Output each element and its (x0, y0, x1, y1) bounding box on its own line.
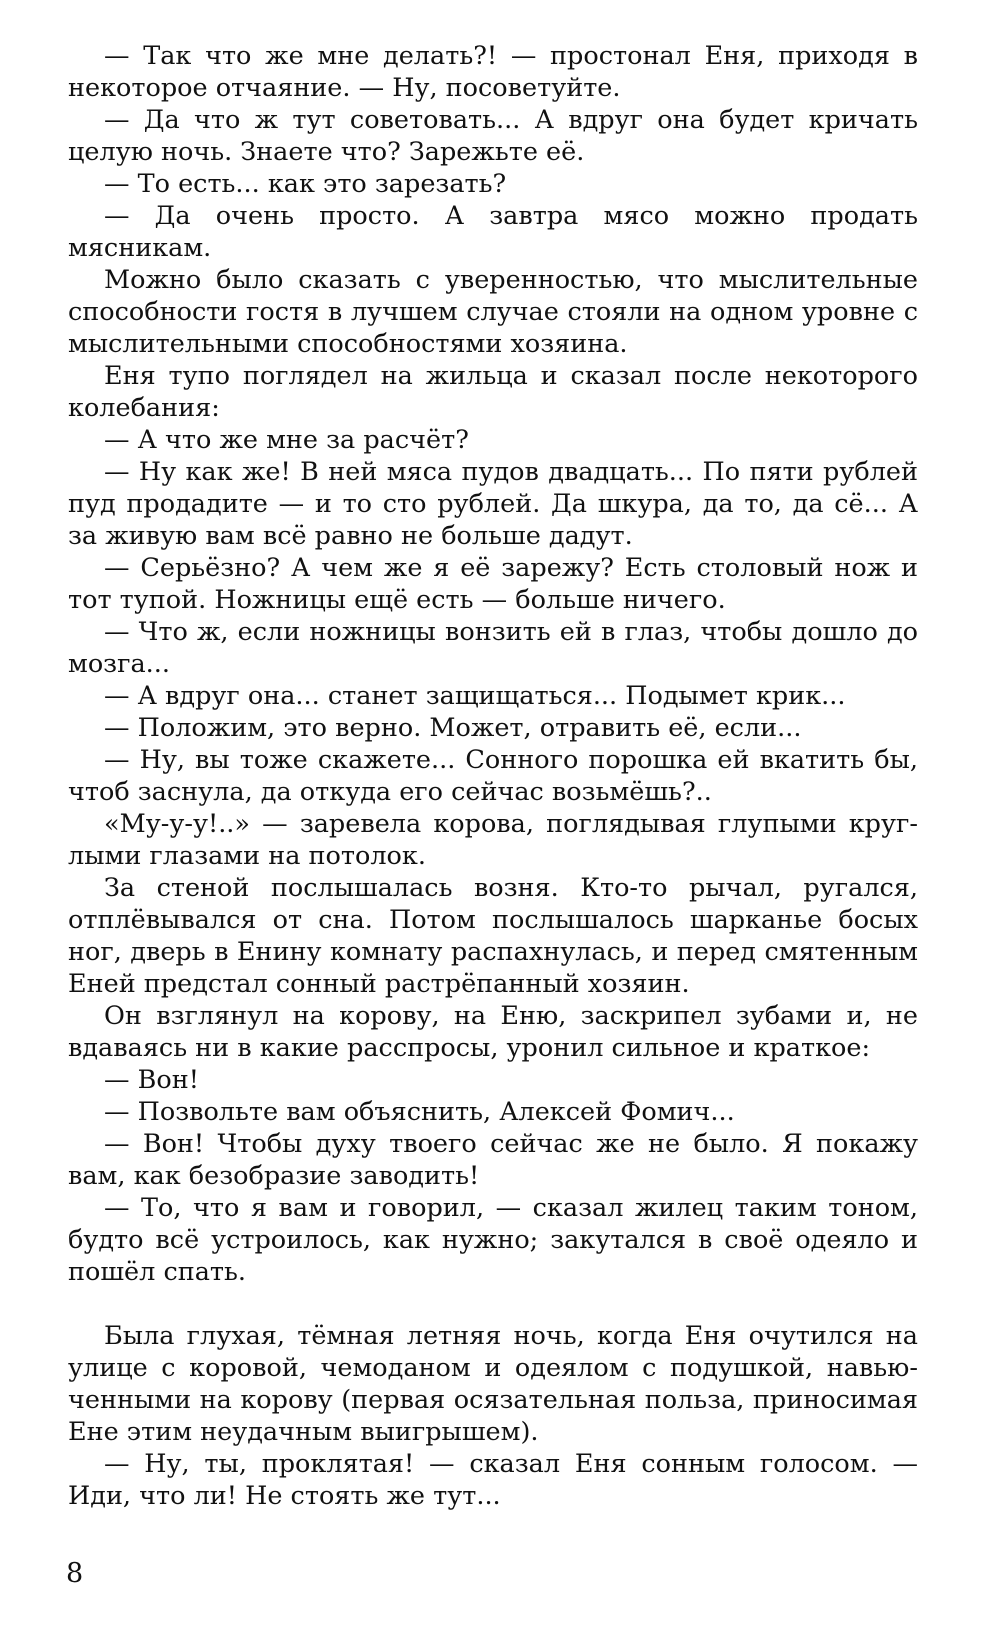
paragraph: — Вон! Чтобы духу твоего сейчас же не было. Я покажу вам, как безобразие заводить! (68, 1129, 918, 1191)
page-number: 8 (66, 1558, 84, 1589)
paragraph: — Ну, вы тоже скажете... Сонного порошка ей вкатить бы, чтоб заснула, да откуда его сейчас возьмёшь?.. (68, 745, 918, 807)
paragraph: — Да что ж тут советовать... А вдруг она будет кричать целую ночь. Знаете что? Зарежьте её. (68, 105, 918, 167)
paragraph: — То, что я вам и говорил, — сказал жилец таким тоном, будто всё устроилось, как нужно; закутался в своё одеяло и пошёл спать. (68, 1193, 918, 1287)
paragraph: — Положим, это верно. Может, отравить её, если... (104, 713, 802, 743)
paragraph: — Ну как же! В ней мяса пудов двадцать... По пяти рублей пуд продадите — и то сто рублей. Да шкура, да то, да сё... А за живую вам всё равно не больше дадут. (68, 457, 918, 551)
paragraph: Можно было сказать с уверенностью, что мыслительные способности гостя в лучшем случае стояли на одном уровне с мыслительными способностями хозяина. (68, 265, 918, 359)
paragraph: «Му-у-у!..» — заревела корова, поглядывая глупыми круглыми глазами на потолок. (68, 809, 918, 871)
body-text (68, 40, 918, 1512)
paragraph: Была глухая, тёмная летняя ночь, когда Еня очутился на улице с коровой, чемоданом и одеялом с подушкой, навьюченными на корову (первая осязательная польза, приносимая Ене этим неудачным выигрышем). (68, 1321, 918, 1447)
paragraph: За стеной послышалась возня. Кто-то рычал, ругался, отплёвывался от сна. Потом послышалось шарканье босых ног, дверь в Енину комнату распахнулась, и перед смятенным Еней предстал сонный растрёпанный хозяин. (68, 873, 918, 999)
paragraph: — Серьёзно? А чем же я её зарежу? Есть столовый нож и тот тупой. Ножницы ещё есть — больше ничего. (68, 553, 918, 615)
paragraph: — Да очень просто. А завтра мясо можно продать мясникам. (68, 201, 918, 263)
paragraph: — А что же мне за расчёт? (104, 425, 469, 455)
paragraph: — Позвольте вам объяснить, Алексей Фомич... (104, 1097, 735, 1127)
paragraph: — А вдруг она... станет защищаться... Подымет крик... (104, 681, 846, 711)
paragraph: Он взглянул на корову, на Еню, заскрипел зубами и, не вдаваясь ни в какие расспросы, уронил сильное и краткое: (68, 1001, 918, 1063)
paragraph: — То есть... как это зарезать? (104, 169, 507, 199)
paragraph: — Ну, ты, проклятая! — сказал Еня сонным голосом. — Иди, что ли! Не стоять же тут... (68, 1449, 918, 1511)
paragraph: Еня тупо поглядел на жильца и сказал после некоторого колебания: (68, 361, 918, 423)
paragraph: — Так что же мне делать?! — простонал Еня, приходя в некоторое отчаяние. — Ну, посоветуйте. (68, 41, 918, 103)
paragraph: — Что ж, если ножницы вонзить ей в глаз, чтобы дошло до мозга... (68, 617, 918, 679)
paragraph: — Вон! (104, 1065, 199, 1095)
